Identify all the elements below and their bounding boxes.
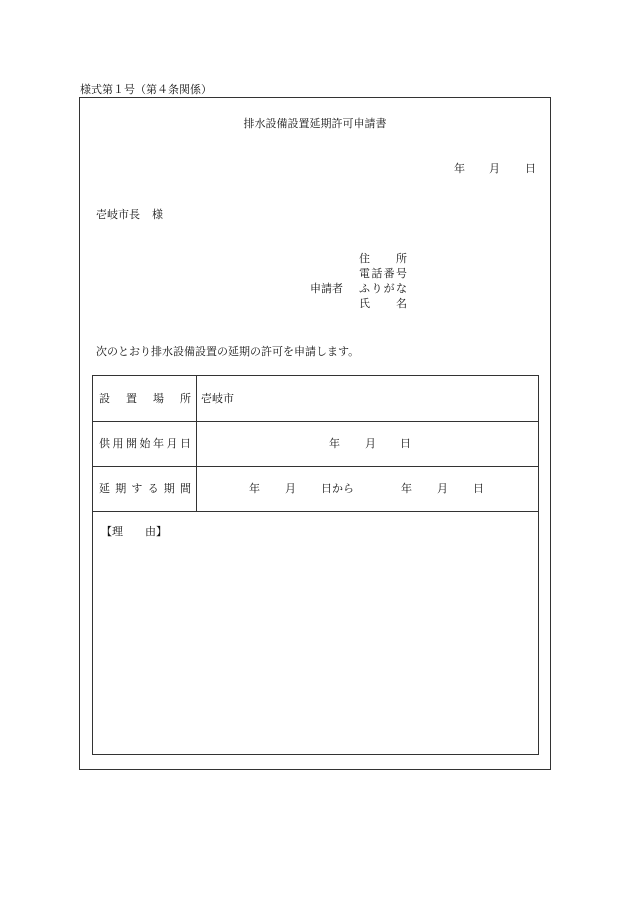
period-from-year: 年 xyxy=(249,482,260,495)
addressee-name: 壱岐市長 xyxy=(96,208,140,221)
location-value: 壱岐市 xyxy=(201,392,234,405)
document-title: 排水設備設置延期許可申請書 xyxy=(243,117,387,130)
start-date-day: 日 xyxy=(400,437,411,450)
applicant-name-label: 氏 名 xyxy=(359,297,407,310)
start-date-year: 年 xyxy=(329,437,340,450)
addressee-honorific: 様 xyxy=(152,208,163,221)
reason-label: 【理 由】 xyxy=(101,525,167,538)
addressee xyxy=(96,206,163,222)
location-label: 設 置 場 所 xyxy=(99,392,191,405)
applicant-phone-label: 電 話 番 号 xyxy=(359,267,407,280)
period-from-day: 日から xyxy=(321,482,354,495)
start-date-row xyxy=(93,421,538,467)
details-table xyxy=(92,375,539,755)
start-date-label: 供 用 開 始 年 月 日 xyxy=(99,437,191,450)
application-statement: 次のとおり排水設備設置の延期の許可を申請します。 xyxy=(96,345,360,358)
applicant-furigana-label: ふ り が な xyxy=(359,282,407,295)
applicant-address-label: 住 所 xyxy=(359,252,407,265)
start-date-month: 月 xyxy=(365,437,376,450)
application-date-month: 月 xyxy=(489,162,500,175)
period-from-month: 月 xyxy=(285,482,296,495)
period-to-month: 月 xyxy=(437,482,448,495)
period-row xyxy=(93,466,538,512)
form-number: 様式第１号（第４条関係） xyxy=(80,83,212,96)
location-row xyxy=(93,376,538,422)
application-date-day: 日 xyxy=(525,162,536,175)
application-date-year: 年 xyxy=(454,162,465,175)
applicant-role-label: 申請者 xyxy=(310,282,343,295)
period-to-day: 日 xyxy=(473,482,484,495)
period-label: 延 期 す る 期 間 xyxy=(99,482,191,495)
period-to-year: 年 xyxy=(401,482,412,495)
